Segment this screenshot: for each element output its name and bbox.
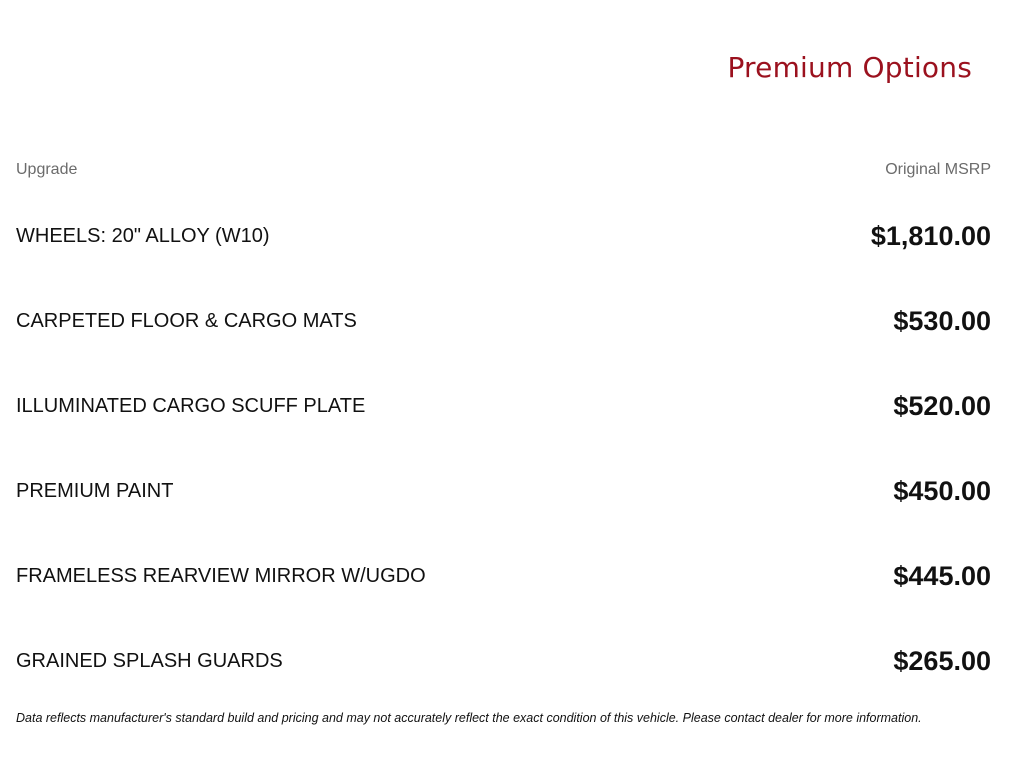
option-name: FRAMELESS REARVIEW MIRROR W/UGDO bbox=[16, 565, 426, 587]
option-name: ILLUMINATED CARGO SCUFF PLATE bbox=[16, 395, 366, 417]
disclaimer-text: Data reflects manufacturer's standard build and pricing and may not accurately reflect the exact condition of this vehicle. Please contact dealer for more information. bbox=[16, 711, 922, 725]
table-row bbox=[16, 385, 991, 472]
premium-options-table bbox=[16, 159, 991, 727]
column-header-msrp: Original MSRP bbox=[885, 161, 991, 178]
option-price: $450.00 bbox=[893, 476, 991, 506]
option-price: $530.00 bbox=[893, 306, 991, 336]
option-price: $1,810.00 bbox=[870, 221, 991, 251]
option-name: WHEELS: 20" ALLOY (W10) bbox=[16, 225, 270, 247]
option-price: $265.00 bbox=[893, 646, 991, 676]
table-row bbox=[16, 555, 991, 642]
table-row bbox=[16, 215, 991, 302]
option-list bbox=[16, 215, 991, 727]
option-price: $445.00 bbox=[893, 561, 991, 591]
table-row bbox=[16, 300, 991, 387]
option-name: CARPETED FLOOR & CARGO MATS bbox=[16, 310, 357, 332]
table-row bbox=[16, 470, 991, 557]
column-header-upgrade: Upgrade bbox=[16, 161, 78, 178]
option-price: $520.00 bbox=[893, 391, 991, 421]
option-name: PREMIUM PAINT bbox=[16, 480, 174, 502]
page-title: Premium Options bbox=[727, 51, 972, 84]
option-name: GRAINED SPLASH GUARDS bbox=[16, 650, 283, 672]
table-header bbox=[16, 159, 991, 181]
